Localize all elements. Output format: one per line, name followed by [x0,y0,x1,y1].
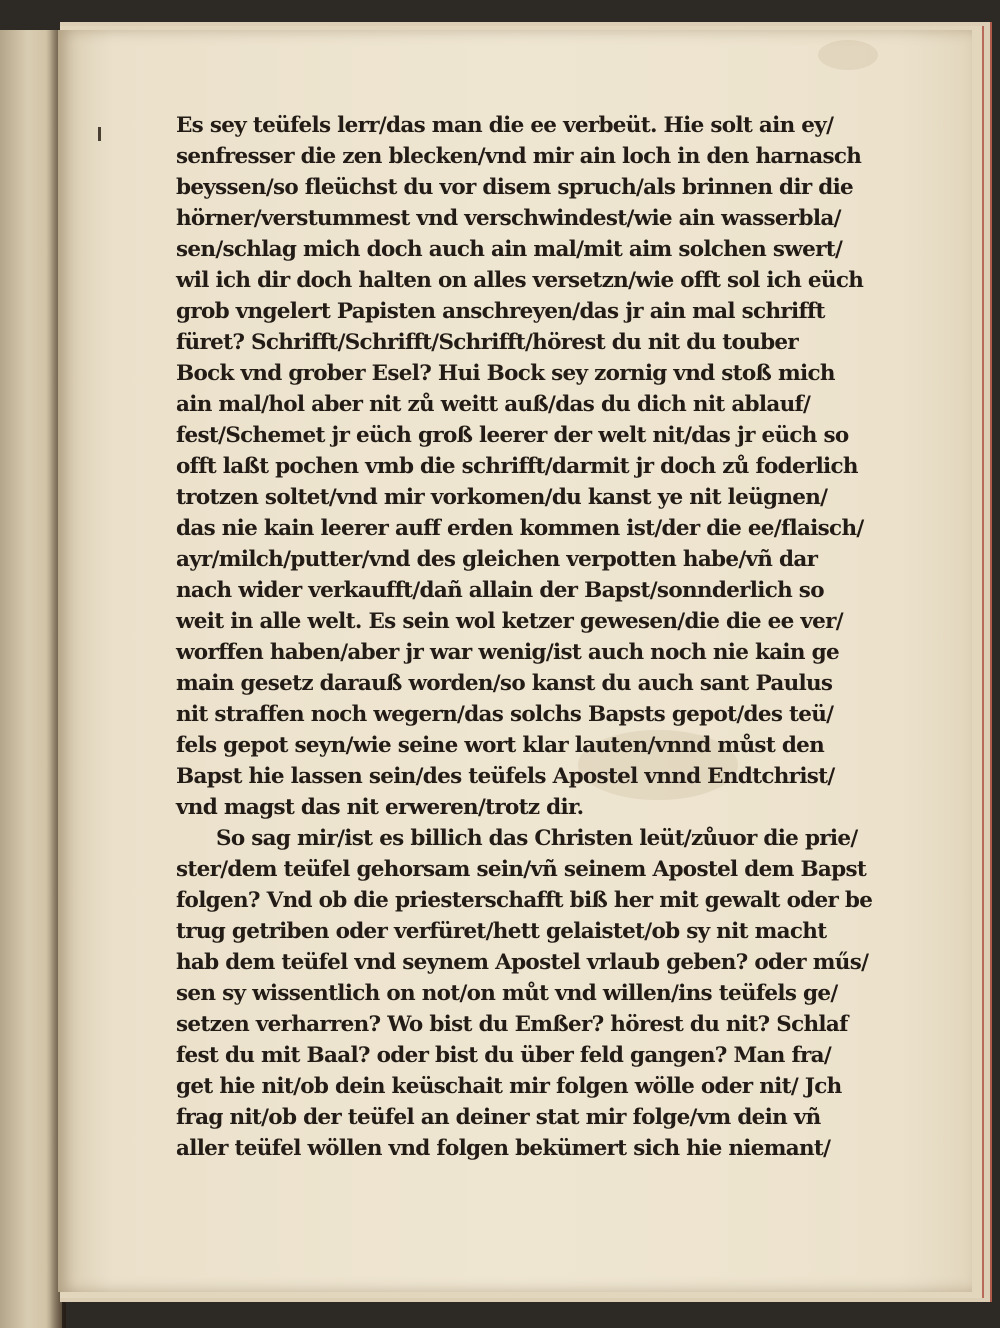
text-line: trug getriben oder verfüret/hett gelaistet/ob sy nit macht [176,919,827,944]
text-line: get hie nit/ob dein keüschait mir folgen wölle oder nit/ Jch [176,1074,842,1099]
margin-mark [98,127,101,141]
text-line: ain mal/hol aber nit zů weitt auß/das du dich nit ablauf/ [176,392,811,417]
text-line: füret? Schrifft/Schrifft/Schrifft/hörest du nit du touber [176,330,799,355]
paper-stain [818,40,878,70]
text-line: fest/Schemet jr eüch groß leerer der welt nit/das jr eüch so [176,423,849,448]
text-line: ayr/milch/putter/vnd des gleichen verpotten habe/vñ dar [176,547,818,572]
text-line: offt laßt pochen vmb die schrifft/darmit jr doch zů foderlich [176,454,858,479]
text-line: setzen verharren? Wo bist du Emßer? hörest du nit? Schlaf [176,1012,848,1037]
text-line: beyssen/so fleüchst du vor disem spruch/als brinnen dir die [176,175,854,200]
text-line: ster/dem teüfel gehorsam sein/vñ seinem Apostel dem Bapst [176,857,867,882]
text-line: worffen haben/aber jr war wenig/ist auch noch nie kain ge [176,640,839,665]
text-line: frag nit/ob der teüfel an deiner stat mir folge/vm dein vñ [176,1105,821,1130]
text-line: Es sey teüfels lerr/das man die ee verbeüt. Hie solt ain ey/ [176,113,834,138]
text-line: nach wider verkaufft/dañ allain der Bapst/sonnderlich so [176,578,824,603]
text-line: folgen? Vnd ob die priesterschafft biß her mit gewalt oder be [176,888,873,913]
text-line: Bapst hie lassen sein/des teüfels Apostel vnnd Endtchrist/ [176,764,835,789]
text-line: sen/schlag mich doch auch ain mal/mit aim solchen swert/ [176,237,843,262]
text-line: Bock vnd grober Esel? Hui Bock sey zornig vnd stoß mich [176,361,835,386]
text-line: hörner/verstummest vnd verschwindest/wie ain wasserbla/ [176,206,841,231]
text-line: fels gepot seyn/wie seine wort klar lauten/vnnd můst den [176,733,825,758]
text-line: trotzen soltet/vnd mir vorkomen/du kanst ye nit leügnen/ [176,485,828,510]
text-line: sen sy wissentlich on not/on můt vnd willen/ins teüfels ge/ [176,981,838,1006]
text-line: nit straffen noch wegern/das solchs Bapsts gepot/des teü/ [176,702,834,727]
book-page [58,30,972,1292]
text-line: main gesetz darauß worden/so kanst du auch sant Paulus [176,671,833,696]
text-line: hab dem teüfel vnd seynem Apostel vrlaub geben? oder műs/ [176,950,869,975]
text-line: aller teüfel wöllen vnd folgen bekümert sich hie niemant/ [176,1136,831,1161]
text-line: fest du mit Baal? oder bist du über feld gangen? Man fra/ [176,1043,832,1068]
body-text [176,110,891,1162]
text-line: grob vngelert Papisten anschreyen/das jr ain mal schrifft [176,299,825,324]
paragraph-start-line: So sag mir/ist es billich das Christen leüt/zůuor die prie/ [216,826,858,851]
text-line: weit in alle welt. Es sein wol ketzer gewesen/die die ee ver/ [176,609,843,634]
text-line: vnd magst das nit erweren/trotz dir. [176,795,584,820]
text-line: senfresser die zen blecken/vnd mir ain loch in den harnasch [176,144,862,169]
text-line: wil ich dir doch halten on alles versetzn/wie offt sol ich eüch [176,268,864,293]
text-line: das nie kain leerer auff erden kommen ist/der die ee/flaisch/ [176,516,864,541]
